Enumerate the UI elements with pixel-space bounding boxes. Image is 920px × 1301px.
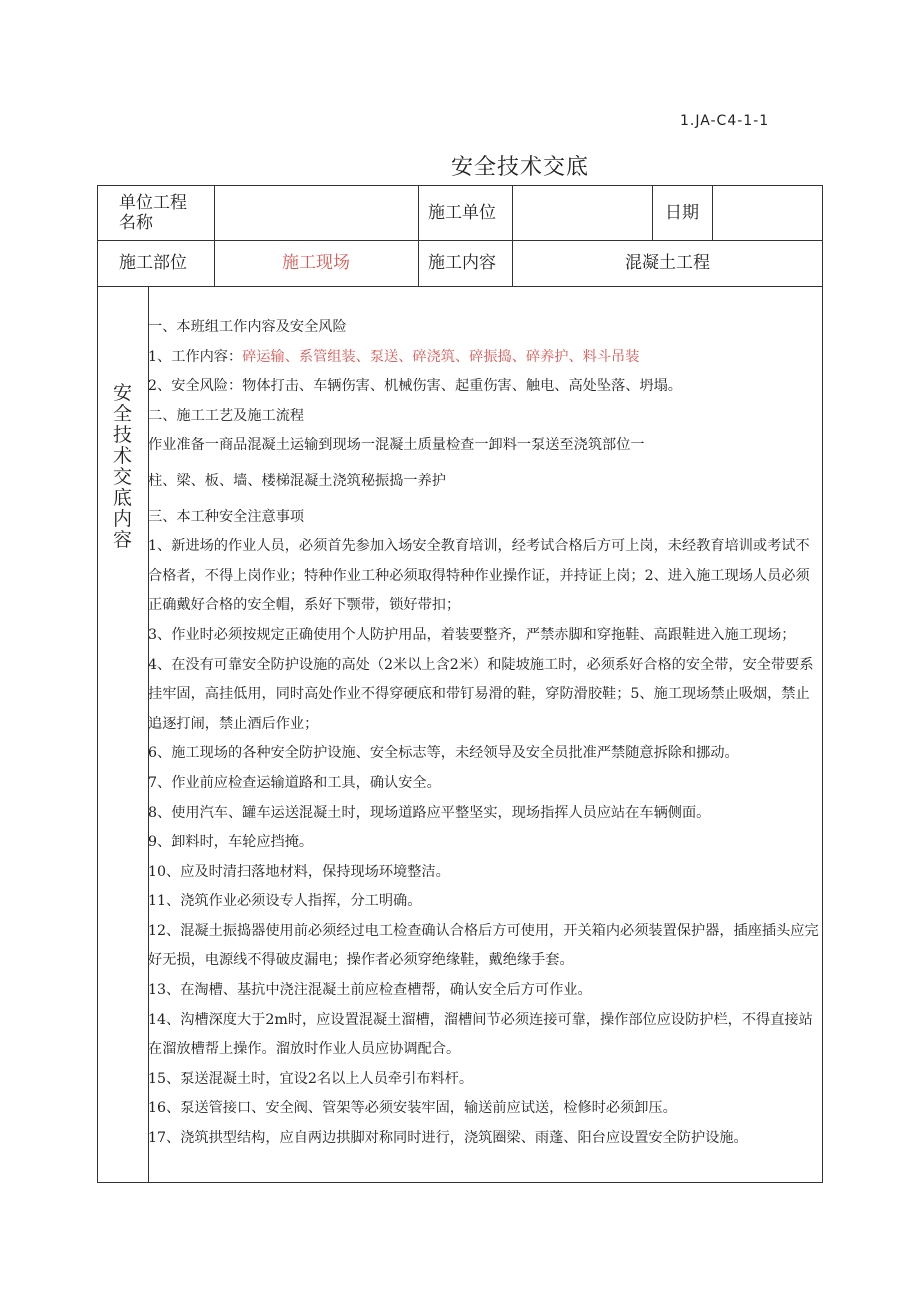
safety-items-list (148, 532, 820, 1153)
safety-item: 11、浇筑作业必须设专人指挥，分工明确。 (148, 893, 422, 910)
location-value: 施工现场 (282, 253, 350, 273)
s1-item-1-value: 碎运输、系管组装、泵送、碎浇筑、碎振捣、碎养护、料斗吊装 (242, 348, 640, 365)
safety-item: 1、新进场的作业人员，必须首先参加入场安全教育培训，经考试合格后方可上岗，未经教育培训或考试不合格者，不得上岗作业；特种作业工种必须取得特种作业操作证，并持证上岗；2、进入施工现场人员必须正确戴好合格的安全帽，系好下颚带，锁好带扣； (148, 538, 810, 614)
side-label-text: 安全技术交底内容 (112, 382, 132, 551)
safety-item: 6、施工现场的各种安全防护设施、安全标志等，未经领导及安全员批准严禁随意拆除和挪动。 (148, 745, 739, 762)
row-divider (97, 286, 823, 287)
safety-item: 10、应及时清扫落地材料，保持现场环境整洁。 (148, 863, 450, 880)
safety-item: 7、作业前应检查运输道路和工具，确认安全。 (148, 774, 441, 791)
safety-item: 8、使用汽车、罐车运送混凝土时，现场道路应平整坚实，现场指挥人员应站在车辆侧面。 (148, 804, 711, 821)
side-label (97, 383, 148, 551)
section-3-title: 三、本工种安全注意事项 (148, 508, 305, 525)
construction-unit-label: 施工单位 (428, 203, 496, 223)
content-value: 混凝土工程 (625, 253, 710, 273)
row-divider (97, 240, 823, 241)
safety-item: 17、浇筑拱型结构，应自两边拱脚对称同时进行，浇筑圈梁、雨蓬、阳台应设置安全防护设施。 (148, 1130, 748, 1147)
col-divider (418, 185, 419, 286)
safety-item: 13、在淘槽、基抗中浇注混凝土前应检查槽帮，确认安全后方可作业。 (148, 982, 592, 999)
s2-flow-line-1: 作业准备一商品混凝土运输到现场一混凝土质量检查一卸料一泵送至浇筑部位一 (148, 437, 645, 454)
content-label: 施工内容 (428, 253, 496, 273)
document-title: 安全技术交底 (450, 155, 589, 180)
s2-flow-line-2: 柱、梁、板、墙、楼梯混凝土浇筑秘振捣一养护 (148, 472, 446, 489)
safety-item: 12、混凝土振捣器使用前必须经过电工检查确认合格后方可使用，开关箱内必须装置保护器，插座插头应完好无损，电源线不得破皮漏电；操作者必须穿绝缘鞋，戴绝缘手套。 (148, 922, 819, 969)
safety-item: 4、在没有可靠安全防护设施的高处（2米以上含2米）和陡坡施工时，必须系好合格的安全带，安全带要系挂牢固，高挂低用，同时高处作业不得穿硬底和带钉易滑的鞋，穿防滑胶鞋；5、施工现场禁止吸烟，禁止追逐打闹，禁止酒后作业； (148, 656, 814, 732)
unit-project-label: 单位工程名称 (119, 193, 187, 233)
safety-item: 14、沟槽深度大于2m时，应设置混凝土溜槽，溜槽间节必须连接可靠，操作部位应设防护栏，不得直接站在溜放槽帮上操作。溜放时作业人员应协调配合。 (148, 1011, 813, 1058)
location-label: 施工部位 (119, 253, 187, 273)
section-2-title: 二、施工工艺及施工流程 (148, 407, 305, 424)
s1-item-1 (148, 343, 820, 373)
safety-item: 3、作业时必须按规定正确使用个人防护用品，着装要整齐，严禁赤脚和穿拖鞋、高跟鞋进入施工现场； (148, 626, 796, 643)
s1-item-2: 2、安全风险：物体打击、车辆伤害、机械伤害、起重伤害、触电、高处坠落、坍塌。 (148, 378, 682, 395)
safety-item: 9、卸料时，车轮应挡掩。 (148, 834, 314, 851)
col-divider (652, 185, 653, 240)
safety-item: 16、泵送管接口、安全阀、管架等必须安装牢固，输送前应试送，检修时必须卸压。 (148, 1100, 677, 1117)
col-divider (712, 185, 713, 240)
safety-item: 15、泵送混凝土时，宜设2名以上人员牵引布料杆。 (148, 1070, 474, 1087)
s1-item-1-prefix: 1、工作内容： (148, 348, 243, 365)
content-body (148, 313, 820, 1154)
section-1-title: 一、本班组工作内容及安全风险 (148, 319, 347, 335)
date-label: 日期 (665, 203, 699, 223)
document-code: 1.JA-C4-1-1 (680, 113, 770, 129)
